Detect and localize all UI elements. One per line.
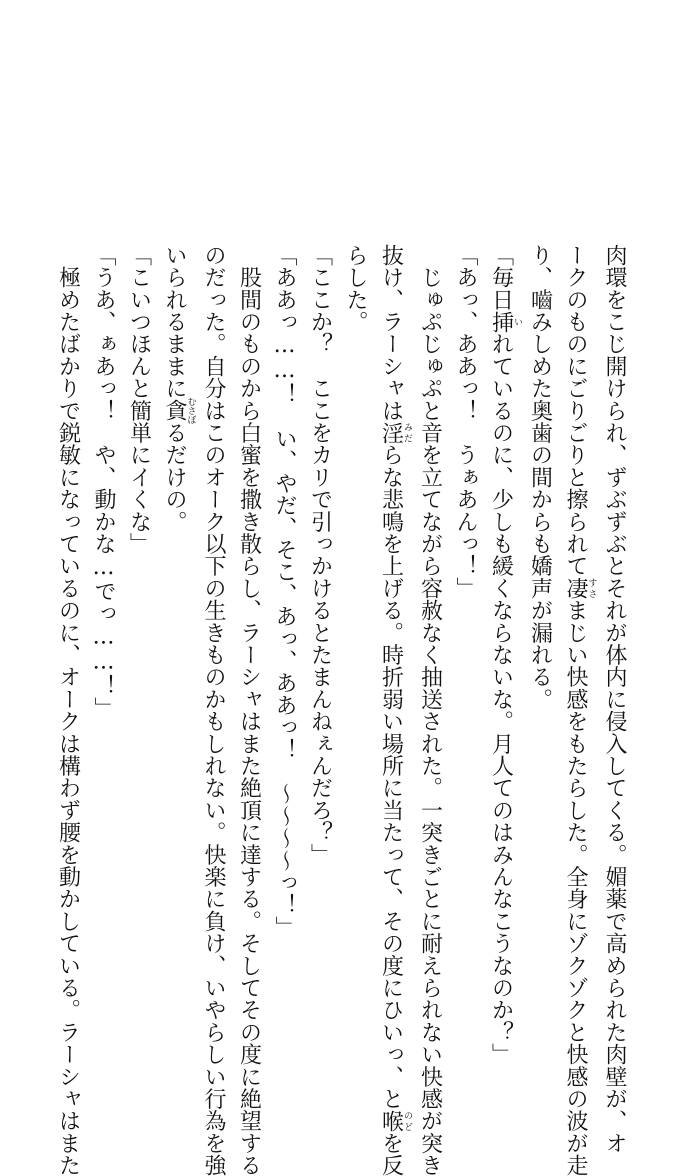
text-line-3: り、嚙みしめた奥歯の間からも嬌声が漏れる。 [527, 244, 553, 711]
text-line-13-start: いられるままに [162, 244, 187, 400]
ruby-ire [488, 310, 522, 333]
text-line-9: 「ここか？ ここをカリで引っかけるとたまんねぇんだろ？」 [307, 244, 333, 866]
ruby-mida-base: 淫 [378, 421, 404, 444]
text-line-2-start: ークのものにごりごりと擦られて [563, 244, 588, 577]
text-line-12: のだった。自分はこのオーク以下の生きものかもしれない。快楽に負け、いやらしい行為を強 [201, 244, 226, 1176]
text-line-7-end: を反 [378, 1132, 404, 1176]
text-line-2-end: まじい快感をもたらした。全身にゾクゾクと快感の波が走 [563, 599, 588, 1176]
ruby-nodo-base: 喉 [378, 1109, 404, 1133]
ruby-musabo [162, 397, 196, 425]
text-line-10: 「ああっ……！ い、やだ、そこ、あっ、ああっ！ 〜〜〜〜っ！」 [272, 244, 297, 939]
text-line-13 [157, 244, 196, 964]
ruby-ire-reading: い [512, 310, 522, 333]
text-line-11: 股間のものから白蜜を撒き散らし、ラーシャはまた絶頂に達する。そしてその度に絶望する [236, 244, 262, 1176]
text-line-13-end: るだけの。 [162, 421, 187, 533]
ruby-musabo-reading: むさぼ [185, 397, 196, 425]
ruby-sugo-base: 凄 [563, 577, 588, 600]
ruby-ire-base: 挿 [488, 310, 514, 333]
ruby-nodo-reading: のど [402, 1109, 412, 1133]
text-line-8: らした。 [343, 244, 368, 333]
ruby-sugo [563, 577, 597, 600]
ruby-nodo [378, 1109, 412, 1133]
ruby-mida [378, 421, 412, 444]
text-line-7-start: 抜け、ラーシャは [378, 244, 404, 422]
text-line-7 [373, 244, 412, 1176]
text-line-4-end: れているのに、少しも緩くならないな。月人てのはみんなこうなのか？」 [488, 332, 514, 1066]
text-line-4 [483, 244, 522, 1066]
ruby-mida-reading: みだ [402, 421, 412, 444]
vertical-text-body [55, 244, 632, 1176]
text-line-4-start: 「毎日 [488, 244, 514, 311]
text-line-15: 「うあ、ぁあっ！ や、動かな…でっ……！」 [91, 244, 116, 720]
text-line-7-mid: らな悲鳴を上げる。時折弱い場所に当たって、その度にひいっ、と [378, 443, 404, 1110]
text-line-16: 極めたばかりで鋭敏になっているのに、オークは構わず腰を動かしている。ラーシャはまた [55, 244, 81, 1176]
text-line-1: 肉環をこじ開けられ、ずぶずぶとそれが体内に侵入してくる。媚薬で高められた肉壁が、オ [602, 244, 627, 1155]
text-line-2 [558, 244, 597, 1176]
text-line-14: 「こいつほんと簡単にイくな」 [126, 244, 152, 555]
ruby-sugo-reading: すさ [586, 577, 597, 600]
text-line-5: 「あっ、ああっ！ うぁあんっ！」 [453, 244, 478, 600]
ruby-musabo-base: 貪 [162, 397, 187, 424]
text-line-6: じゅぷじゅぷと音を立てながら容赦なく抽送された。一突きごとに耐えられない快感が突き [417, 244, 443, 1176]
